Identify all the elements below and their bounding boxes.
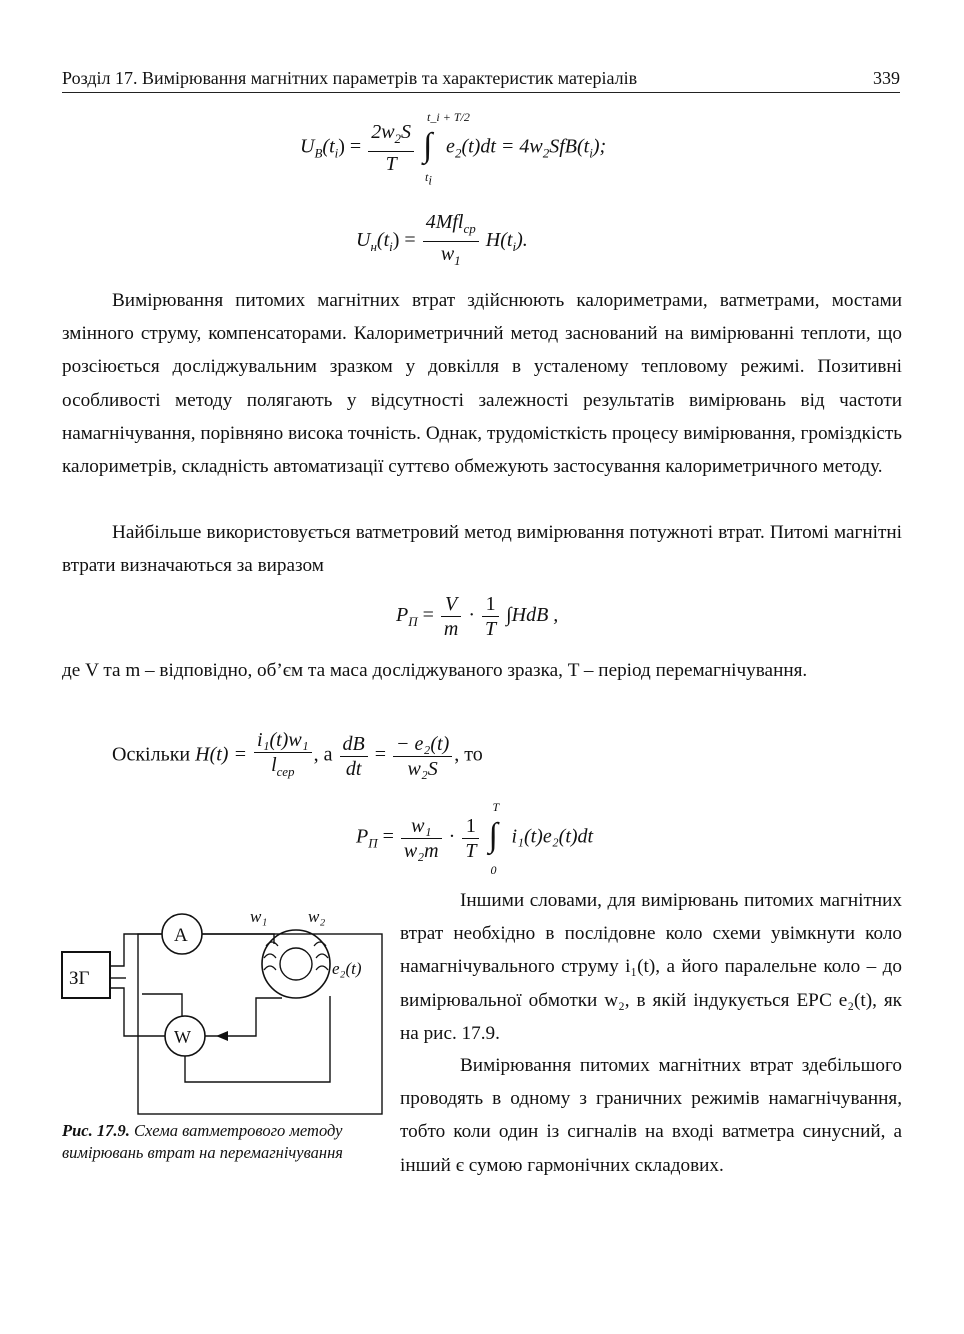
formula-ub-int-lower: t [425,169,429,184]
formula-pp2-body: i₁(t)e₂(t)dt [511,825,594,848]
wattmeter-label: W [174,1027,191,1047]
wattmeter-circuit-diagram [60,900,390,1120]
formula-pp2-f1-den: w₂m [403,839,439,862]
formula-ub-lhs-sub: B [314,145,323,161]
formula-pp2-eq: = [382,825,394,848]
figure-caption [62,1120,380,1164]
formula-uh-rhs-sub: i [512,239,517,255]
formula-hdef-db-den: dt [345,757,362,780]
formula-hdef-h-num: i₁(t)w₁ [254,728,312,753]
formula-pp2-f2-den: T [465,839,477,862]
formula-uh [356,210,528,273]
formula-hdef-db-num: dB [340,732,368,757]
formula-pp1-f2-den: T [485,618,497,640]
formula-uh-arg: (t [376,229,390,252]
formula-ub-num-end: S [401,121,412,143]
formula-pp2-int-upper: T [492,800,500,814]
formula-pp2-int-lower: 0 [490,863,497,877]
formula-ub-num-sub: 2 [394,131,402,146]
formula-ub-body-sub3: i [589,145,593,161]
formula-ub-body-sub: 2 [454,145,462,161]
formula-hdef-lhs: H(t) = [195,743,247,766]
formula-loss-integral [356,800,594,877]
formula-pp1-f1-num: V [441,592,461,617]
formula-uh-den-sub: 1 [454,253,461,268]
formula-ub-int-upper: t_i + T/2 [427,110,470,124]
formula-pp1-dot: · [468,604,476,627]
integral-sign: ∫ T 0 [488,800,500,877]
formula-pp1-eq: = [422,604,434,627]
wire-wattmeter-voltage [205,998,282,1036]
formula-hdef-tail: , то [454,743,483,766]
toroid-inner [280,948,312,980]
formula-ub-fraction [368,120,414,176]
formula-ub-num: 2w [371,121,395,143]
formula-pp2-f2-num: 1 [462,814,479,839]
chapter-title: Розділ 17. Вимірювання магнітних параметрів та характеристик матеріалів [62,68,638,88]
formula-pp2-dot: · [448,825,456,848]
formula-ub-body: e [446,135,455,158]
formula-hdef-h-den: l [271,754,277,776]
formula-pp2-lhs: P [356,825,369,848]
formula-ub-int-lower-sub: i [428,172,433,187]
formula-ub-body-end3: ); [592,135,607,158]
formula-hdef-frac-h [254,728,312,784]
formula-uh-lhs: U [356,229,371,252]
toroid-outer [262,930,330,998]
formula-pp2-f1-num: w₁ [401,814,442,839]
formula-hdef-frac-e [393,732,452,781]
formula-pp1-frac2 [482,592,499,641]
running-header [62,64,900,93]
formula-ub-arg: (t [322,135,335,158]
formula-ub-body-end: (t)dt = 4w [461,135,543,158]
formula-loss-density [396,592,558,641]
ammeter-label: A [174,925,188,946]
paragraph-wattmeter-intro: Найбільше використовується ватметровий метод вимірювання потужноті втрат. Питомі магнітні втрати визначаються за виразом [62,522,902,577]
paragraph-definitions: де V та m – відповідно, об’єм та маса досліджуваного зразка, T – період перемагнічування. [62,660,808,681]
page-number: 339 [873,68,900,88]
formula-uh-num-sub: ср [463,221,476,236]
formula-pp1-lhs-sub: П [408,614,418,630]
formula-hdef-comma: , а [313,743,333,766]
formula-pp2-frac1 [401,814,442,863]
figure-caption-text: Схема ватметрового методу вимірювань втрат на перемагнічування [62,1121,343,1162]
w2-label: w₂ [308,907,326,926]
formula-pp1-frac1 [441,592,461,641]
formula-hdef-eq: = [374,743,387,766]
formula-uh-den: w [440,243,455,265]
formula-ub-den: T [385,153,397,175]
formula-uh-num: 4Mfl [425,211,464,233]
formula-pp2-frac2 [462,814,479,863]
wire-wattmeter-loop [142,994,182,1016]
formula-ub-arg-sub: i [334,145,339,161]
emf-label: e₂(t) [332,959,362,978]
formula-hdef-h-den-sub: сер [276,764,295,779]
formula-ub-lhs: U [300,135,315,158]
formula-uh-arg-sub: i [389,239,393,255]
wattmeter-arrow [216,1031,228,1041]
formula-ub-body-sub2: 2 [542,145,550,161]
formula-hdef-lead: Оскільки [112,743,191,766]
figure-caption-number: Рис. 17.9. [62,1121,130,1140]
formula-h-db [112,728,483,784]
w1-label: w₁ [250,907,268,926]
formula-uh-fraction [423,210,479,273]
formula-pp1-lhs: P [396,604,409,627]
formula-ub-body-end2: SfB(t [549,135,590,158]
formula-uh-arg-end: ) = [392,229,416,252]
paragraph-circuit: Іншими словами, для вимірювань питомих магнітних втрат необхідно в послідовне коло схеми увімкнути коло намагнічувального струму i₁(t), а його паралельне коло – до вимірювальної обмотки w₂, в якій індукується ЕРС e₂(t), як на рис. 17.9. [400,890,902,1044]
wire-gen-to-ammeter [110,934,162,966]
generator-label: ЗГ [69,968,90,989]
formula-ub-arg-end: ) = [338,135,362,158]
formula-uh-lhs-sub: н [370,239,377,255]
formula-pp2-lhs-sub: П [368,835,378,851]
formula-ub [300,110,607,187]
formula-pp1-f2-num: 1 [482,592,499,617]
paragraph-calorimetric: Вимірювання питомих магнітних втрат здійснюють калориметрами, ватметрами, мостами змінного струму, компенсаторами. Калориметричний метод заснований на вимірюванні теплоти, що розсіюється досліджувальним зразком у довкілля в усталеному тепловому режимі. Позитивні особливості методу полягають у відсутності залежності результатів вимірювань від частоти намагнічування, порівняно висока точність. Однак, трудомісткість процесу вимірювання, громіздкість калориметрів, складність автоматизації суттєво обмежують застосування калориметричного методу. [62,290,902,478]
formula-pp1-f1-den: m [443,618,459,640]
wire-ammeter-to-w1 [202,934,274,944]
integral-sign: ∫ t_i + T/2 $t_i$ [423,110,470,187]
paragraph-modes: Вимірювання питомих магнітних втрат здебільшого проводять в одному з граничних режимів намагнічування, тобто коли один із сигналів на вході ватметра синусний, а інший є сумою гармонічних складових. [400,1055,902,1176]
formula-uh-rhs-end: ). [516,229,528,252]
wire-wattmeter-bottom [185,996,330,1082]
formula-uh-rhs: H(t [485,229,513,252]
formula-hdef-e-den: w₂S [407,757,438,780]
formula-pp1-rhs: ∫HdB , [506,604,559,627]
formula-hdef-e-num: − e₂(t) [393,732,452,757]
formula-hdef-frac-db [340,732,368,781]
